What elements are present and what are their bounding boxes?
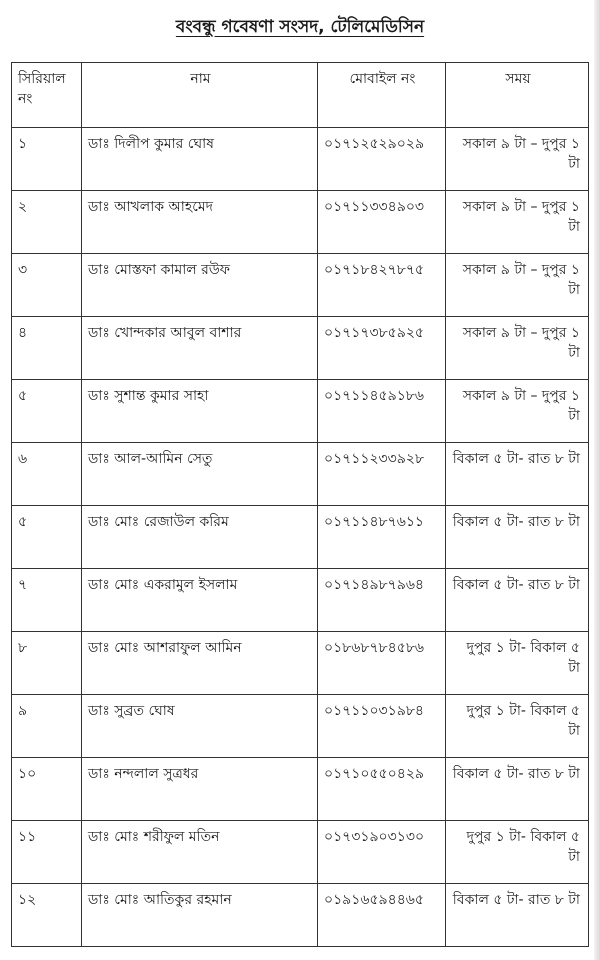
table-row	[12, 569, 589, 632]
name-cell: ডাঃ নন্দলাল সুত্রধর	[82, 758, 318, 821]
serial-cell: ১১	[12, 821, 82, 884]
serial-cell: ২	[12, 191, 82, 254]
mobile-cell: ০১৭১৪৯৮৭৯৬৪	[318, 569, 446, 632]
time-cell: সকাল ৯ টা – দুপুর ১ টা	[446, 317, 589, 380]
time-cell: দুপুর ১ টা- বিকাল ৫ টা	[446, 632, 589, 695]
serial-cell: ৭	[12, 569, 82, 632]
mobile-cell: ০১৭১২৫২৯০২৯	[318, 128, 446, 191]
doctor-schedule-table	[11, 62, 589, 947]
table-header-row	[12, 63, 589, 128]
table-row	[12, 317, 589, 380]
table-row	[12, 758, 589, 821]
time-cell: সকাল ৯ টা – দুপুর ১ টা	[446, 128, 589, 191]
table-row	[12, 821, 589, 884]
serial-cell: ১২	[12, 884, 82, 947]
serial-cell: ৩	[12, 254, 82, 317]
name-cell: ডাঃ সুশান্ত কুমার সাহা	[82, 380, 318, 443]
table-row	[12, 632, 589, 695]
table-row	[12, 506, 589, 569]
table-row	[12, 884, 589, 947]
mobile-cell: ০১৭১০৫৫০৪২৯	[318, 758, 446, 821]
name-cell: ডাঃ আল-আমিন সেতু	[82, 443, 318, 506]
table-row	[12, 443, 589, 506]
mobile-cell: ০১৭১১৪৫৯১৮৬	[318, 380, 446, 443]
time-cell: বিকাল ৫ টা- রাত ৮ টা	[446, 569, 589, 632]
serial-cell: ৫	[12, 506, 82, 569]
name-cell: ডাঃ মোঃ রেজাউল করিম	[82, 506, 318, 569]
time-cell: দুপুর ১ টা- বিকাল ৫ টা	[446, 821, 589, 884]
page-title	[0, 14, 600, 42]
time-cell: বিকাল ৫ টা- রাত ৮ টা	[446, 443, 589, 506]
table-row	[12, 695, 589, 758]
time-cell: বিকাল ৫ টা- রাত ৮ টা	[446, 758, 589, 821]
name-cell: ডাঃ খোন্দকার আবুল বাশার	[82, 317, 318, 380]
serial-cell: ১	[12, 128, 82, 191]
mobile-cell: ০১৮৬৮৭৮৪৫৮৬	[318, 632, 446, 695]
mobile-cell: ০১৭৩১৯০৩১৩০	[318, 821, 446, 884]
mobile-cell: ০১৭১১৩৩৪৯০৩	[318, 191, 446, 254]
page-edge-shadow	[594, 0, 600, 960]
time-cell: সকাল ৯ টা – দুপুর ১ টা	[446, 254, 589, 317]
name-cell: ডাঃ মোঃ একরামুল ইসলাম	[82, 569, 318, 632]
name-cell: ডাঃ দিলীপ কুমার ঘোষ	[82, 128, 318, 191]
time-cell: বিকাল ৫ টা- রাত ৮ টা	[446, 506, 589, 569]
table-row	[12, 380, 589, 443]
header-name: নাম	[82, 63, 318, 128]
mobile-cell: ০১৭১১২৩৩৯২৮	[318, 443, 446, 506]
table-row	[12, 128, 589, 191]
header-serial: সিরিয়াল নং	[12, 63, 82, 128]
mobile-cell: ০১৭১১৪৮৭৬১১	[318, 506, 446, 569]
serial-cell: ৯	[12, 695, 82, 758]
name-cell: ডাঃ মোস্তফা কামাল রউফ	[82, 254, 318, 317]
header-mobile: মোবাইল নং	[318, 63, 446, 128]
mobile-cell: ০১৭১১০৩১৯৮৪	[318, 695, 446, 758]
serial-cell: ৮	[12, 632, 82, 695]
serial-cell: ১০	[12, 758, 82, 821]
page-title-text: বংবন্ধু গবেষণা সংসদ, টেলিমেডিসিন	[175, 17, 425, 37]
header-time: সময়	[446, 63, 589, 128]
serial-cell: ৬	[12, 443, 82, 506]
time-cell: সকাল ৯ টা – দুপুর ১ টা	[446, 380, 589, 443]
time-cell: বিকাল ৫ টা- রাত ৮ টা	[446, 884, 589, 947]
serial-cell: ৪	[12, 317, 82, 380]
time-cell: সকাল ৯ টা – দুপুর ১ টা	[446, 191, 589, 254]
name-cell: ডাঃ সুব্রত ঘোষ	[82, 695, 318, 758]
time-cell: দুপুর ১ টা- বিকাল ৫ টা	[446, 695, 589, 758]
name-cell: ডাঃ মোঃ আশরাফুল আমিন	[82, 632, 318, 695]
mobile-cell: ০১৭১৭৩৮৫৯২৫	[318, 317, 446, 380]
serial-cell: ৫	[12, 380, 82, 443]
table-row	[12, 191, 589, 254]
mobile-cell: ০১৯১৬৫৯৪৪৬৫	[318, 884, 446, 947]
name-cell: ডাঃ আখলাক আহমেদ	[82, 191, 318, 254]
name-cell: ডাঃ মোঃ আতিকুর রহমান	[82, 884, 318, 947]
name-cell: ডাঃ মোঃ শরীফুল মতিন	[82, 821, 318, 884]
table-row	[12, 254, 589, 317]
mobile-cell: ০১৭১৮৪২৭৮৭৫	[318, 254, 446, 317]
